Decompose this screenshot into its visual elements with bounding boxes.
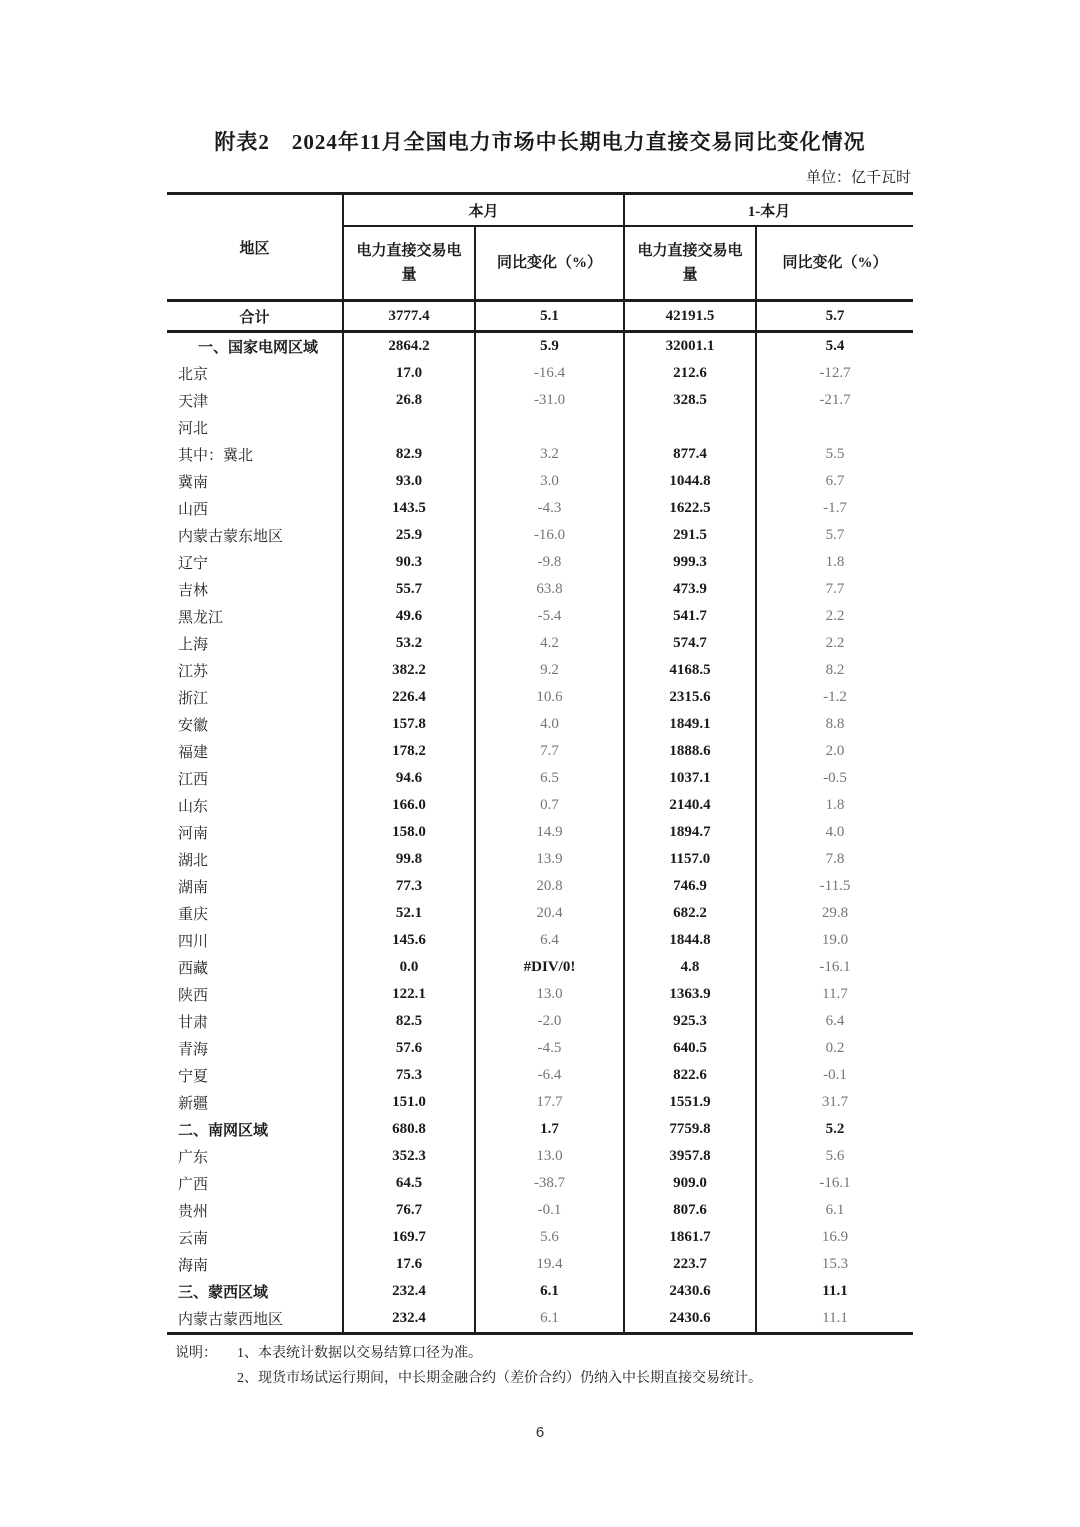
value-cell: 807.6 bbox=[624, 1197, 756, 1224]
value-cell: 6.1 bbox=[475, 1305, 624, 1334]
value-cell: 93.0 bbox=[343, 468, 475, 495]
table-row bbox=[167, 1008, 913, 1035]
region-cell: 广西 bbox=[178, 1177, 209, 1193]
table-row bbox=[167, 1170, 913, 1197]
value-cell: 1844.8 bbox=[624, 927, 756, 954]
value-cell: 10.6 bbox=[475, 684, 624, 711]
table-row bbox=[167, 495, 913, 522]
value-cell: 1037.1 bbox=[624, 765, 756, 792]
value-cell: 0.2 bbox=[756, 1035, 913, 1062]
value-cell: -1.2 bbox=[756, 684, 913, 711]
value-cell: 1888.6 bbox=[624, 738, 756, 765]
value-cell: -0.1 bbox=[475, 1197, 624, 1224]
header-cum-volume: 电力直接交易电量 bbox=[624, 226, 756, 301]
table-row bbox=[167, 927, 913, 954]
region-cell: 山西 bbox=[178, 502, 209, 518]
value-cell: 77.3 bbox=[343, 873, 475, 900]
value-cell: 999.3 bbox=[624, 549, 756, 576]
region-cell: 浙江 bbox=[178, 691, 209, 707]
region-cell: 冀南 bbox=[178, 475, 209, 491]
value-cell: 6.1 bbox=[756, 1197, 913, 1224]
value-cell: 7.7 bbox=[475, 738, 624, 765]
value-cell: 5.9 bbox=[475, 332, 624, 361]
table-row bbox=[167, 1143, 913, 1170]
table-row bbox=[167, 441, 913, 468]
value-cell: 26.8 bbox=[343, 387, 475, 414]
value-cell: 226.4 bbox=[343, 684, 475, 711]
value-cell: -12.7 bbox=[756, 360, 913, 387]
value-cell: 2430.6 bbox=[624, 1278, 756, 1305]
value-cell: -16.1 bbox=[756, 954, 913, 981]
value-cell: 52.1 bbox=[343, 900, 475, 927]
value-cell: 4.2 bbox=[475, 630, 624, 657]
table-row bbox=[167, 1116, 913, 1143]
page-number: 6 bbox=[535, 1424, 545, 1441]
value-cell: -16.1 bbox=[756, 1170, 913, 1197]
value-cell: 29.8 bbox=[756, 900, 913, 927]
value-cell: 8.2 bbox=[756, 657, 913, 684]
table-row bbox=[167, 301, 913, 332]
region-cell: 河北 bbox=[178, 421, 209, 437]
value-cell: 682.2 bbox=[624, 900, 756, 927]
value-cell: 0.7 bbox=[475, 792, 624, 819]
value-cell: 11.7 bbox=[756, 981, 913, 1008]
value-cell: 291.5 bbox=[624, 522, 756, 549]
value-cell: 3.2 bbox=[475, 441, 624, 468]
value-cell: 13.0 bbox=[475, 981, 624, 1008]
header-month-yoy: 同比变化（%） bbox=[475, 226, 624, 301]
value-cell: -31.0 bbox=[475, 387, 624, 414]
value-cell: -0.5 bbox=[756, 765, 913, 792]
value-cell: 352.3 bbox=[343, 1143, 475, 1170]
region-cell: 西藏 bbox=[178, 961, 209, 977]
value-cell: 223.7 bbox=[624, 1251, 756, 1278]
region-cell: 黑龙江 bbox=[178, 610, 224, 626]
value-cell: 212.6 bbox=[624, 360, 756, 387]
table-row bbox=[167, 1197, 913, 1224]
value-cell: 5.4 bbox=[756, 332, 913, 361]
value-cell: 5.7 bbox=[756, 301, 913, 332]
value-cell: 17.7 bbox=[475, 1089, 624, 1116]
table-row bbox=[167, 1062, 913, 1089]
region-cell: 新疆 bbox=[178, 1096, 209, 1112]
region-cell: 福建 bbox=[178, 745, 209, 761]
value-cell: 541.7 bbox=[624, 603, 756, 630]
region-cell: 内蒙古蒙西地区 bbox=[178, 1312, 284, 1328]
value-cell: 2.2 bbox=[756, 630, 913, 657]
value-cell: -9.8 bbox=[475, 549, 624, 576]
value-cell: 3777.4 bbox=[343, 301, 475, 332]
value-cell: -1.7 bbox=[756, 495, 913, 522]
value-cell: 2315.6 bbox=[624, 684, 756, 711]
table-row bbox=[167, 657, 913, 684]
value-cell: 4.0 bbox=[475, 711, 624, 738]
region-cell: 一、国家电网区域 bbox=[198, 340, 319, 356]
value-cell: 90.3 bbox=[343, 549, 475, 576]
region-cell: 天津 bbox=[178, 394, 209, 410]
value-cell: 5.2 bbox=[756, 1116, 913, 1143]
value-cell: 157.8 bbox=[343, 711, 475, 738]
value-cell: 473.9 bbox=[624, 576, 756, 603]
table-header bbox=[167, 194, 913, 301]
value-cell: 17.0 bbox=[343, 360, 475, 387]
value-cell: -21.7 bbox=[756, 387, 913, 414]
region-cell: 二、南网区域 bbox=[178, 1123, 269, 1139]
header-region: 地区 bbox=[167, 194, 343, 301]
note-item: 1、本表统计数据以交易结算口径为准。 bbox=[237, 1346, 482, 1361]
region-cell: 三、蒙西区域 bbox=[178, 1285, 269, 1301]
table-body bbox=[167, 301, 913, 1334]
table-row bbox=[167, 1035, 913, 1062]
table-row bbox=[167, 332, 913, 361]
table-row bbox=[167, 1251, 913, 1278]
value-cell: 4168.5 bbox=[624, 657, 756, 684]
region-cell: 宁夏 bbox=[178, 1069, 209, 1085]
value-cell: 145.6 bbox=[343, 927, 475, 954]
value-cell: 328.5 bbox=[624, 387, 756, 414]
table-row bbox=[167, 1089, 913, 1116]
value-cell: 13.9 bbox=[475, 846, 624, 873]
region-cell: 江苏 bbox=[178, 664, 209, 680]
value-cell bbox=[475, 414, 624, 441]
value-cell: 8.8 bbox=[756, 711, 913, 738]
region-cell: 贵州 bbox=[178, 1204, 209, 1220]
value-cell: -2.0 bbox=[475, 1008, 624, 1035]
value-cell: 1894.7 bbox=[624, 819, 756, 846]
value-cell: 3.0 bbox=[475, 468, 624, 495]
table-row bbox=[167, 738, 913, 765]
value-cell: 53.2 bbox=[343, 630, 475, 657]
value-cell: 20.4 bbox=[475, 900, 624, 927]
table-row bbox=[167, 576, 913, 603]
value-cell: -16.4 bbox=[475, 360, 624, 387]
value-cell: 9.2 bbox=[475, 657, 624, 684]
value-cell: 746.9 bbox=[624, 873, 756, 900]
value-cell: -16.0 bbox=[475, 522, 624, 549]
region-cell: 云南 bbox=[178, 1231, 209, 1247]
value-cell: 822.6 bbox=[624, 1062, 756, 1089]
table-row bbox=[167, 1224, 913, 1251]
value-cell: 178.2 bbox=[343, 738, 475, 765]
value-cell: 14.9 bbox=[475, 819, 624, 846]
value-cell: 42191.5 bbox=[624, 301, 756, 332]
value-cell: 76.7 bbox=[343, 1197, 475, 1224]
table-row bbox=[167, 873, 913, 900]
table-row bbox=[167, 468, 913, 495]
value-cell: 20.8 bbox=[475, 873, 624, 900]
table-row bbox=[167, 360, 913, 387]
value-cell: 82.5 bbox=[343, 1008, 475, 1035]
value-cell bbox=[343, 414, 475, 441]
region-cell: 陕西 bbox=[178, 988, 209, 1004]
value-cell: 16.9 bbox=[756, 1224, 913, 1251]
value-cell: 877.4 bbox=[624, 441, 756, 468]
table-row bbox=[167, 1278, 913, 1305]
value-cell: 640.5 bbox=[624, 1035, 756, 1062]
value-cell: 15.3 bbox=[756, 1251, 913, 1278]
value-cell: 4.8 bbox=[624, 954, 756, 981]
value-cell: 63.8 bbox=[475, 576, 624, 603]
value-cell: 6.4 bbox=[756, 1008, 913, 1035]
value-cell: 680.8 bbox=[343, 1116, 475, 1143]
table-row bbox=[167, 603, 913, 630]
value-cell: 75.3 bbox=[343, 1062, 475, 1089]
table-row bbox=[167, 414, 913, 441]
region-cell: 上海 bbox=[178, 637, 209, 653]
table-row bbox=[167, 684, 913, 711]
value-cell bbox=[756, 414, 913, 441]
table-row bbox=[167, 387, 913, 414]
header-cumulative: 1-本月 bbox=[624, 194, 913, 227]
page-title: 附表2 2024年11月全国电力市场中长期电力直接交易同比变化情况 bbox=[214, 130, 866, 154]
value-cell: 1044.8 bbox=[624, 468, 756, 495]
region-cell: 河南 bbox=[178, 826, 209, 842]
region-cell: 山东 bbox=[178, 799, 209, 815]
value-cell: 6.4 bbox=[475, 927, 624, 954]
region-cell: 重庆 bbox=[178, 907, 209, 923]
region-cell: 海南 bbox=[178, 1258, 209, 1274]
value-cell: 1551.9 bbox=[624, 1089, 756, 1116]
value-cell: 166.0 bbox=[343, 792, 475, 819]
value-cell: 7759.8 bbox=[624, 1116, 756, 1143]
value-cell: 32001.1 bbox=[624, 332, 756, 361]
region-cell: 甘肃 bbox=[178, 1015, 209, 1031]
value-cell: 2430.6 bbox=[624, 1305, 756, 1334]
value-cell: 6.1 bbox=[475, 1278, 624, 1305]
value-cell: 232.4 bbox=[343, 1278, 475, 1305]
region-cell: 湖南 bbox=[178, 880, 209, 896]
value-cell: #DIV/0! bbox=[475, 954, 624, 981]
value-cell: 6.5 bbox=[475, 765, 624, 792]
value-cell: 925.3 bbox=[624, 1008, 756, 1035]
region-cell: 广东 bbox=[178, 1150, 209, 1166]
value-cell: 158.0 bbox=[343, 819, 475, 846]
value-cell: 5.5 bbox=[756, 441, 913, 468]
table-row bbox=[167, 522, 913, 549]
header-month-volume: 电力直接交易电量 bbox=[343, 226, 475, 301]
region-cell: 辽宁 bbox=[178, 556, 209, 572]
value-cell: 11.1 bbox=[756, 1305, 913, 1334]
value-cell: -4.5 bbox=[475, 1035, 624, 1062]
value-cell: 2140.4 bbox=[624, 792, 756, 819]
notes bbox=[167, 1341, 913, 1391]
region-cell: 合计 bbox=[167, 301, 343, 332]
region-cell: 吉林 bbox=[178, 583, 209, 599]
value-cell: -0.1 bbox=[756, 1062, 913, 1089]
value-cell: 5.6 bbox=[475, 1224, 624, 1251]
value-cell: 5.6 bbox=[756, 1143, 913, 1170]
value-cell: 6.7 bbox=[756, 468, 913, 495]
value-cell: 1849.1 bbox=[624, 711, 756, 738]
table-row bbox=[167, 900, 913, 927]
value-cell: 1.8 bbox=[756, 792, 913, 819]
value-cell: 11.1 bbox=[756, 1278, 913, 1305]
table-row bbox=[167, 765, 913, 792]
region-cell: 内蒙古蒙东地区 bbox=[178, 529, 284, 545]
region-cell: 安徽 bbox=[178, 718, 209, 734]
region-cell: 青海 bbox=[178, 1042, 209, 1058]
value-cell: 382.2 bbox=[343, 657, 475, 684]
value-cell: 13.0 bbox=[475, 1143, 624, 1170]
value-cell: 5.1 bbox=[475, 301, 624, 332]
value-cell bbox=[624, 414, 756, 441]
value-cell: 25.9 bbox=[343, 522, 475, 549]
value-cell: -4.3 bbox=[475, 495, 624, 522]
region-cell: 其中：冀北 bbox=[178, 448, 254, 464]
table-row bbox=[167, 792, 913, 819]
value-cell: 1.8 bbox=[756, 549, 913, 576]
table-row bbox=[167, 981, 913, 1008]
value-cell: 232.4 bbox=[343, 1305, 475, 1334]
notes-label: 说明： bbox=[175, 1346, 217, 1361]
value-cell: 82.9 bbox=[343, 441, 475, 468]
value-cell: 1157.0 bbox=[624, 846, 756, 873]
value-cell: 169.7 bbox=[343, 1224, 475, 1251]
region-cell: 江西 bbox=[178, 772, 209, 788]
value-cell: -11.5 bbox=[756, 873, 913, 900]
value-cell: 7.8 bbox=[756, 846, 913, 873]
value-cell: 2.2 bbox=[756, 603, 913, 630]
unit-label: 单位：亿千瓦时 bbox=[805, 170, 911, 186]
region-cell: 北京 bbox=[178, 367, 209, 383]
value-cell: 151.0 bbox=[343, 1089, 475, 1116]
value-cell: 19.0 bbox=[756, 927, 913, 954]
region-cell: 四川 bbox=[178, 934, 209, 950]
value-cell: 49.6 bbox=[343, 603, 475, 630]
table-row bbox=[167, 846, 913, 873]
value-cell: 5.7 bbox=[756, 522, 913, 549]
table-row bbox=[167, 549, 913, 576]
value-cell: 143.5 bbox=[343, 495, 475, 522]
header-current-month: 本月 bbox=[343, 194, 624, 227]
value-cell: 122.1 bbox=[343, 981, 475, 1008]
table-row bbox=[167, 819, 913, 846]
value-cell: 2864.2 bbox=[343, 332, 475, 361]
value-cell: 55.7 bbox=[343, 576, 475, 603]
value-cell: 574.7 bbox=[624, 630, 756, 657]
table-row bbox=[167, 630, 913, 657]
value-cell: 94.6 bbox=[343, 765, 475, 792]
value-cell: 17.6 bbox=[343, 1251, 475, 1278]
value-cell: 1861.7 bbox=[624, 1224, 756, 1251]
value-cell: 0.0 bbox=[343, 954, 475, 981]
value-cell: 19.4 bbox=[475, 1251, 624, 1278]
value-cell: 4.0 bbox=[756, 819, 913, 846]
data-table bbox=[167, 192, 913, 1335]
value-cell: 57.6 bbox=[343, 1035, 475, 1062]
value-cell: 1363.9 bbox=[624, 981, 756, 1008]
value-cell: 2.0 bbox=[756, 738, 913, 765]
table-row bbox=[167, 711, 913, 738]
document-sheet bbox=[167, 0, 913, 1391]
value-cell: 909.0 bbox=[624, 1170, 756, 1197]
region-cell: 湖北 bbox=[178, 853, 209, 869]
value-cell: -38.7 bbox=[475, 1170, 624, 1197]
value-cell: 7.7 bbox=[756, 576, 913, 603]
value-cell: 31.7 bbox=[756, 1089, 913, 1116]
note-item: 2、现货市场试运行期间，中长期金融合约（差价合约）仍纳入中长期直接交易统计。 bbox=[237, 1371, 762, 1386]
value-cell: 99.8 bbox=[343, 846, 475, 873]
value-cell: 1.7 bbox=[475, 1116, 624, 1143]
value-cell: 64.5 bbox=[343, 1170, 475, 1197]
value-cell: 1622.5 bbox=[624, 495, 756, 522]
table-row bbox=[167, 954, 913, 981]
value-cell: 3957.8 bbox=[624, 1143, 756, 1170]
header-cum-yoy: 同比变化（%） bbox=[756, 226, 913, 301]
value-cell: -5.4 bbox=[475, 603, 624, 630]
value-cell: -6.4 bbox=[475, 1062, 624, 1089]
table-row bbox=[167, 1305, 913, 1334]
